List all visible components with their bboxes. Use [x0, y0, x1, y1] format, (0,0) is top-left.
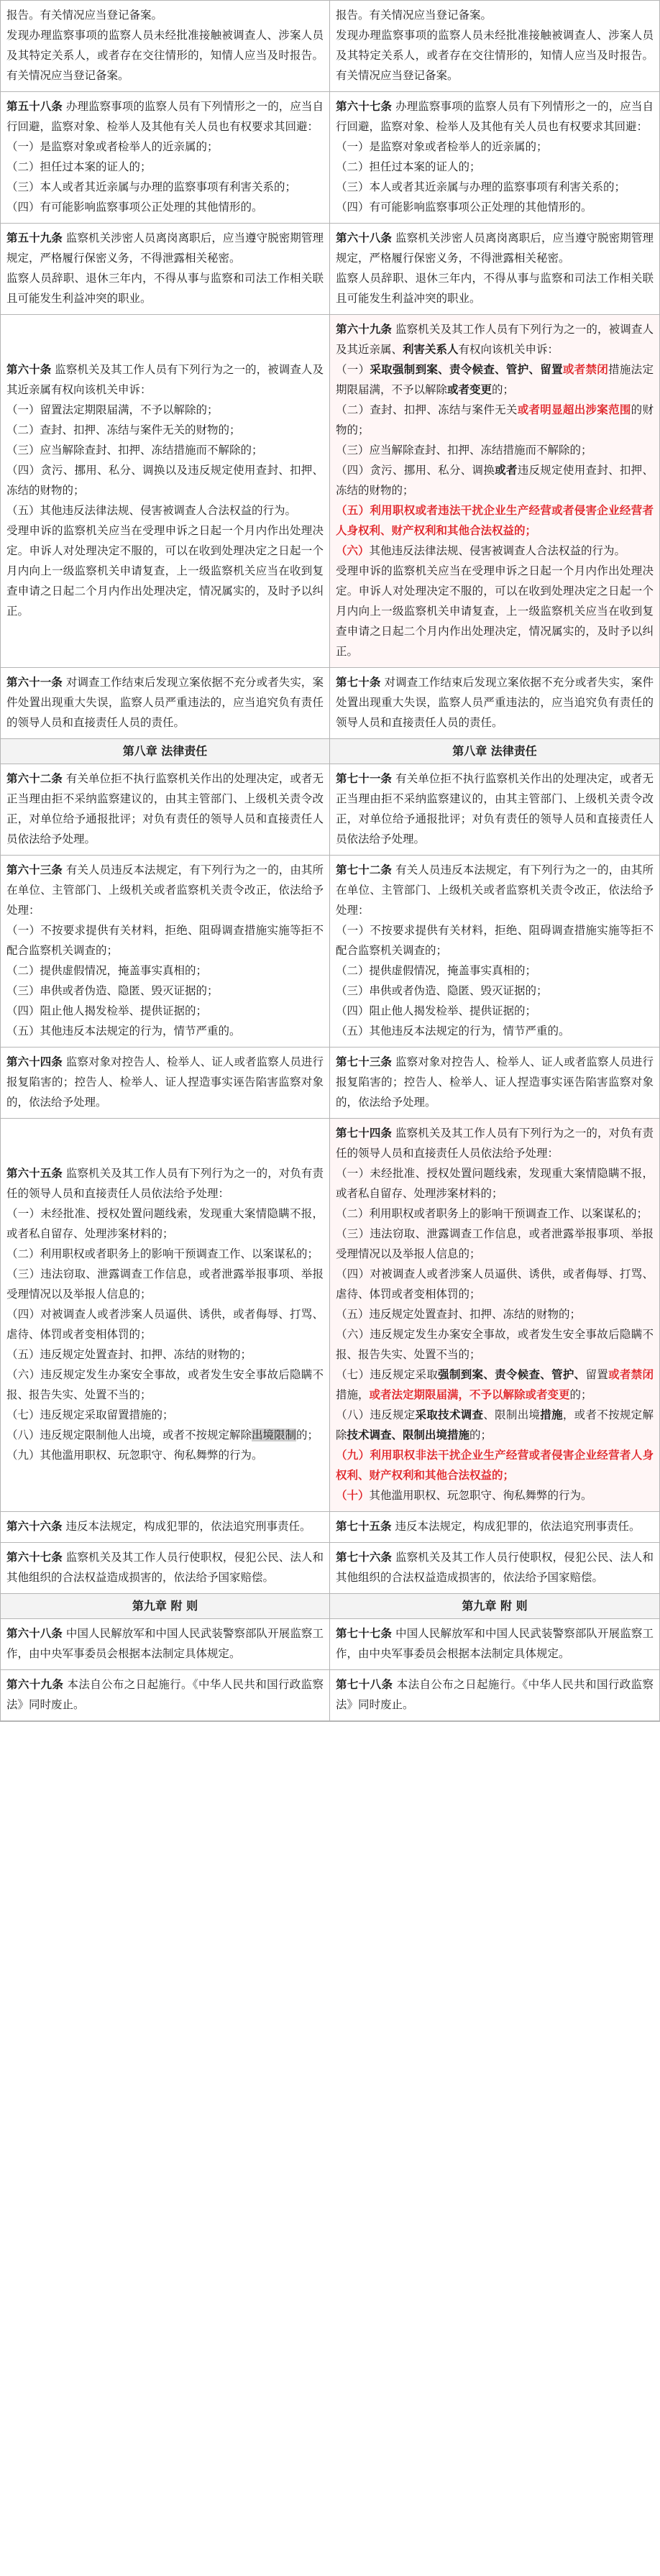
article-paragraph: [336, 672, 654, 733]
article-paragraph: [336, 25, 654, 86]
article-paragraph: [336, 860, 654, 920]
article-paragraph: [6, 961, 324, 981]
article-paragraph: [336, 157, 654, 177]
text-segment: 违反本法规定，构成犯罪的，依法追究刑事责任。: [62, 1520, 311, 1533]
text-segment: ，或者不按规定解除: [336, 1408, 654, 1441]
emphasis-text: 第七十八条: [336, 1678, 393, 1691]
text-segment: （一）未经批准、授权处置问题线索，发现重大案情隐瞒不报，或者私自留存、处理涉案材料的；: [6, 1207, 324, 1240]
text-segment: 报告。有关情况应当登记备案。: [336, 9, 492, 22]
article-paragraph: [336, 460, 654, 500]
article-paragraph: [336, 1224, 654, 1264]
article-paragraph: [336, 137, 654, 157]
new-law-cell: [330, 315, 659, 668]
article-paragraph: [336, 1516, 654, 1536]
old-law-cell: [1, 92, 330, 224]
text-segment: （六）违反规定发生办案安全事故，或者发生安全事故后隐瞒不报、报告失实、处置不当的；: [6, 1368, 324, 1401]
article-paragraph: [336, 561, 654, 661]
article-paragraph: [6, 460, 324, 500]
article-paragraph: [336, 1204, 654, 1224]
article-paragraph: [336, 1485, 654, 1505]
text-segment: （八）违反规定限制他人出境，或者不按规定解除: [6, 1429, 252, 1441]
article-paragraph: [6, 228, 324, 268]
old-law-cell: [1, 1670, 330, 1721]
text-segment: （二）提供虚假情况，掩盖事实真相的；: [6, 964, 208, 977]
old-law-cell: [1, 1048, 330, 1119]
revised-text: 或者禁闭: [562, 363, 609, 376]
new-law-cell: [330, 1, 659, 92]
article-paragraph: [6, 860, 324, 920]
emphasis-text: 第六十五条: [6, 1167, 63, 1180]
text-segment: （二）查封、扣押、冻结与案件无关的财物的；: [6, 423, 241, 436]
article-paragraph: [6, 359, 324, 400]
text-segment: （七）违反规定采取: [336, 1368, 439, 1381]
article-paragraph: [336, 359, 654, 400]
text-segment: （五）其他违反法律法规、侵害被调查人合法权益的行为。: [6, 504, 297, 517]
text-segment: 有权向该机关申诉：: [458, 343, 559, 356]
text-segment: （五）违反规定处置查封、扣押、冻结的财物的；: [336, 1308, 582, 1321]
text-segment: 措施，: [336, 1388, 370, 1401]
old-law-cell: [1, 224, 330, 315]
new-law-cell: [330, 856, 659, 1048]
emphasis-text: 第七十条: [336, 676, 381, 689]
article-paragraph: [6, 500, 324, 521]
article-paragraph: [6, 769, 324, 849]
article-paragraph: [6, 1516, 324, 1536]
text-segment: （八）违反规定: [336, 1408, 416, 1421]
text-segment: 的；: [492, 383, 515, 396]
text-segment: （一）是监察对象或者检举人的近亲属的；: [336, 140, 548, 153]
emphasis-text: 第六十八条: [6, 1627, 63, 1640]
new-law-cell: [330, 764, 659, 856]
text-segment: （三）违法窃取、泄露调查工作信息，或者泄露举报事项、举报受理情况以及举报人信息的；: [336, 1227, 654, 1260]
article-paragraph: [336, 1324, 654, 1365]
chapter-heading-right: 第八章 法律责任: [330, 739, 659, 764]
article-paragraph: [6, 157, 324, 177]
text-segment: 其他滥用职权、玩忽职守、徇私舞弊的行为。: [369, 1489, 592, 1502]
article-paragraph: [336, 981, 654, 1001]
emphasis-text: 强制到案、责令候查、管护、: [438, 1368, 586, 1381]
text-segment: 监察机关及其工作人员有下列行为之一的，被调查人及其近亲属有权向该机关申诉：: [6, 363, 324, 396]
article-paragraph: [336, 400, 654, 440]
text-segment: 监察机关及其工作人员有下列行为之一的，对负有责任的领导人员和直接责任人员依法给予处理：: [6, 1167, 324, 1200]
text-segment: 监察机关涉密人员离岗离职后，应当遵守脱密期管理规定，严格履行保密义务，不得泄露相关秘密。: [6, 232, 324, 265]
article-paragraph: [336, 96, 654, 137]
text-segment: （四）有可能影响监察事项公正处理的其他情形的。: [336, 201, 592, 214]
text-segment: 监察机关及其工作人员有下列行为之一的，对负有责任的领导人员和直接责任人员依法给予处理：: [336, 1127, 654, 1160]
text-segment: 受理申诉的监察机关应当在受理申诉之日起一个月内作出处理决定。申诉人对处理决定不服的，可以在收到处理决定之日起一个月内向上一级监察机关申请复查，上一级监察机关应当在收到复查申请之日起二个月内作出处理决定，情况属实的，及时予以纠正。: [336, 564, 654, 658]
text-segment: 违反规定使用查封、扣押、冻结的财物的；: [336, 464, 654, 497]
article-paragraph: [336, 5, 654, 25]
article-paragraph: [336, 1623, 654, 1664]
text-segment: （四）阻止他人揭发检举、提供证据的；: [336, 1004, 537, 1017]
article-paragraph: [6, 137, 324, 157]
article-paragraph: [6, 1163, 324, 1204]
article-paragraph: [6, 1264, 324, 1304]
article-paragraph: [336, 1304, 654, 1324]
article-paragraph: [6, 1052, 324, 1112]
old-law-cell: [1, 856, 330, 1048]
emphasis-text: 第六十三条: [6, 863, 63, 876]
old-law-cell: [1, 1619, 330, 1670]
article-paragraph: [336, 1547, 654, 1587]
text-segment: （五）违反规定处置查封、扣押、冻结的财物的；: [6, 1348, 252, 1361]
text-segment: 监察对象对控告人、检举人、证人或者监察人员进行报复陷害的；控告人、检举人、证人捏造事实诬告陷害监察对象的，依法给予处理。: [6, 1055, 324, 1109]
article-paragraph: [6, 1244, 324, 1264]
emphasis-text: 第七十三条: [336, 1055, 393, 1068]
text-segment: （四）贪污、挪用、私分、调换: [336, 464, 495, 477]
text-segment: 其他违反法律法规、侵害被调查人合法权益的行为。: [369, 544, 626, 557]
article-paragraph: [336, 268, 654, 308]
new-law-cell: [330, 668, 659, 739]
emphasis-text: 第五十九条: [6, 232, 63, 244]
text-segment: 的；: [469, 1429, 492, 1441]
text-segment: （一）: [336, 363, 370, 376]
text-segment: （三）串供或者伪造、隐匿、毁灭证据的；: [6, 984, 219, 997]
article-paragraph: [336, 197, 654, 217]
text-segment: 有关单位拒不执行监察机关作出的处理决定，或者无正当理由拒不采纳监察建议的，由其主管部门、上级机关责令改正，对单位给予通报批评；对负有责任的领导人员和直接责任人员依法给予处理。: [6, 772, 324, 845]
text-segment: （三）违法窃取、泄露调查工作信息，或者泄露举报事项、举报受理情况以及举报人信息的；: [6, 1268, 324, 1301]
article-paragraph: [336, 500, 654, 541]
text-segment: （七）违反规定采取留置措施的；: [6, 1408, 174, 1421]
article-paragraph: [336, 440, 654, 460]
old-law-cell: [1, 1119, 330, 1512]
text-segment: 出境限制: [252, 1429, 297, 1441]
text-segment: （一）是监察对象或者检举人的近亲属的；: [6, 140, 219, 153]
text-segment: （四）对被调查人或者涉案人员逼供、诱供，或者侮辱、打骂、虐待、体罚或者变相体罚的；: [336, 1268, 654, 1301]
old-law-cell: [1, 1, 330, 92]
new-law-cell: [330, 92, 659, 224]
article-paragraph: [336, 1674, 654, 1715]
text-segment: 监察对象对控告人、检举人、证人或者监察人员进行报复陷害的；控告人、检举人、证人捏造事实诬告陷害监察对象的，依法给予处理。: [336, 1055, 654, 1109]
text-segment: 发现办理监察事项的监察人员未经批准接触被调查人、涉案人员及其特定关系人，或者存在交往情形的，知情人应当及时报告。有关情况应当登记备案。: [6, 29, 324, 82]
text-segment: （二）担任过本案的证人的；: [336, 160, 481, 173]
old-law-cell: [1, 764, 330, 856]
article-paragraph: [6, 177, 324, 197]
text-segment: （六）违反规定发生办案安全事故，或者发生安全事故后隐瞒不报、报告失实、处置不当的；: [336, 1328, 654, 1361]
chapter-heading-right: 第九章 附 则: [330, 1594, 659, 1619]
article-paragraph: [6, 96, 324, 137]
text-segment: （三）应当解除查封、扣押、冻结措施而不解除的；: [336, 444, 592, 457]
text-segment: 的财物的；: [336, 403, 654, 436]
article-paragraph: [6, 1365, 324, 1405]
article-paragraph: [6, 1445, 324, 1465]
revised-text: 或者明显超出涉案范围: [517, 403, 631, 416]
emphasis-text: 采取技术调查: [415, 1408, 484, 1421]
text-segment: （一）不按要求提供有关材料，拒绝、阻碍调查措施实施等拒不配合监察机关调查的；: [6, 924, 324, 957]
text-segment: 发现办理监察事项的监察人员未经批准接触被调查人、涉案人员及其特定关系人，或者存在交往情形的，知情人应当及时报告。有关情况应当登记备案。: [336, 29, 654, 82]
revised-text: （六）: [336, 544, 370, 557]
emphasis-text: 第七十一条: [336, 772, 393, 785]
text-segment: 监察机关涉密人员离岗离职后，应当遵守脱密期管理规定，严格履行保密义务，不得泄露相关秘密。: [336, 232, 654, 265]
text-segment: 违反本法规定，构成犯罪的，依法追究刑事责任。: [391, 1520, 641, 1533]
text-segment: （四）有可能影响监察事项公正处理的其他情形的。: [6, 201, 263, 214]
text-segment: （三）串供或者伪造、隐匿、毁灭证据的；: [336, 984, 548, 997]
article-paragraph: [336, 1001, 654, 1021]
emphasis-text: 第七十五条: [336, 1520, 392, 1533]
article-paragraph: [6, 672, 324, 733]
text-segment: 对调查工作结束后发现立案依据不充分或者失实，案件处置出现重大失误，监察人员严重违法的，应当追究负有责任的领导人员和直接责任人员的责任。: [336, 676, 654, 729]
article-paragraph: [336, 961, 654, 981]
article-paragraph: [6, 1204, 324, 1244]
article-paragraph: [336, 1052, 654, 1112]
emphasis-text: 或者: [495, 464, 518, 477]
text-segment: 的；: [569, 1388, 592, 1401]
text-segment: （三）本人或者其近亲属与办理的监察事项有利害关系的；: [6, 180, 297, 193]
text-segment: 受理申诉的监察机关应当在受理申诉之日起一个月内作出处理决定。申诉人对处理决定不服的，可以在收到处理决定之日起一个月内向上一级监察机关申请复查，上一级监察机关应当在收到复查申请之日起二个月内作出处理决定，情况属实的，及时予以纠正。: [6, 524, 324, 618]
text-segment: 报告。有关情况应当登记备案。: [6, 9, 163, 22]
emphasis-text: 第六十九条: [6, 1678, 64, 1691]
text-segment: （二）查封、扣押、冻结与案件无关: [336, 403, 518, 416]
revised-text: 或者法定期限届满，不予以解除或者变更: [369, 1388, 570, 1401]
text-segment: 办理监察事项的监察人员有下列情形之一的，应当自行回避，监察对象、检举人及其他有关人员也有权要求其回避：: [336, 100, 654, 133]
emphasis-text: 第七十七条: [336, 1627, 393, 1640]
article-paragraph: [6, 420, 324, 440]
article-paragraph: [336, 1365, 654, 1405]
text-segment: （一）不按要求提供有关材料，拒绝、阻碍调查措施实施等拒不配合监察机关调查的；: [336, 924, 654, 957]
text-segment: 对调查工作结束后发现立案依据不充分或者失实，案件处置出现重大失误，监察人员严重违法的，应当追究负有责任的领导人员和直接责任人员的责任。: [6, 676, 324, 729]
revised-text: （五）利用职权或者违法干扰企业生产经营或者侵害企业经营者人身权利、财产权利和其他合法权益的；: [336, 504, 654, 537]
text-segment: （一）未经批准、授权处置问题线索，发现重大案情隐瞒不报，或者私自留存、处理涉案材料的；: [336, 1167, 654, 1200]
text-segment: （三）本人或者其近亲属与办理的监察事项有利害关系的；: [336, 180, 626, 193]
text-segment: 本法自公布之日起施行。《中华人民共和国行政监察法》同时废止。: [6, 1678, 324, 1711]
article-paragraph: [336, 1123, 654, 1163]
text-segment: 监察人员辞职、退休三年内，不得从事与监察和司法工作相关联且可能发生利益冲突的职业。: [336, 272, 654, 305]
text-segment: 有关人员违反本法规定，有下列行为之一的，由其所在单位、主管部门、上级机关或者监察机关责令改正，依法给予处理：: [6, 863, 324, 917]
article-paragraph: [6, 1344, 324, 1365]
text-segment: （三）应当解除查封、扣押、冻结措施而不解除的；: [6, 444, 263, 457]
emphasis-text: 第七十四条: [336, 1127, 393, 1140]
old-law-cell: [1, 668, 330, 739]
text-segment: 监察机关及其工作人员行使职权，侵犯公民、法人和其他组织的合法权益造成损害的，依法给予国家赔偿。: [6, 1551, 324, 1584]
article-paragraph: [6, 1674, 324, 1715]
revised-text: （十）: [336, 1489, 370, 1502]
new-law-cell: [330, 1048, 659, 1119]
new-law-cell: [330, 224, 659, 315]
revised-text: 或者禁闭: [608, 1368, 654, 1381]
article-paragraph: [6, 1547, 324, 1587]
article-paragraph: [336, 228, 654, 268]
old-law-cell: [1, 1512, 330, 1543]
article-paragraph: [6, 1425, 324, 1445]
article-paragraph: [336, 1264, 654, 1304]
text-segment: （一）留置法定期限届满，不予以解除的；: [6, 403, 219, 416]
new-law-cell: [330, 1619, 659, 1670]
text-segment: 的；: [296, 1429, 319, 1441]
emphasis-text: 第六十一条: [6, 676, 63, 689]
text-segment: （二）利用职权或者职务上的影响干预调查工作、以案谋私的；: [6, 1247, 319, 1260]
emphasis-text: 利害关系人: [403, 343, 459, 356]
text-segment: 监察机关及其工作人员行使职权，侵犯公民、法人和其他组织的合法权益造成损害的，依法给予国家赔偿。: [336, 1551, 654, 1584]
article-paragraph: [6, 920, 324, 961]
new-law-cell: [330, 1119, 659, 1512]
text-segment: 有关人员违反本法规定，有下列行为之一的，由其所在单位、主管部门、上级机关或者监察机关责令改正，依法给予处理：: [336, 863, 654, 917]
article-paragraph: [336, 1021, 654, 1041]
text-segment: （五）其他违反本法规定的行为，情节严重的。: [6, 1025, 241, 1037]
text-segment: （二）提供虚假情况，掩盖事实真相的；: [336, 964, 537, 977]
text-segment: （四）对被调查人或者涉案人员逼供、诱供，或者侮辱、打骂、虐待、体罚或者变相体罚的；: [6, 1308, 324, 1341]
article-paragraph: [336, 177, 654, 197]
article-paragraph: [336, 769, 654, 849]
article-paragraph: [6, 1405, 324, 1425]
article-paragraph: [6, 400, 324, 420]
article-paragraph: [336, 319, 654, 359]
text-segment: 本法自公布之日起施行。《中华人民共和国行政监察法》同时废止。: [336, 1678, 654, 1711]
article-paragraph: [6, 981, 324, 1001]
text-segment: 办理监察事项的监察人员有下列情形之一的，应当自行回避，监察对象、检举人及其他有关人员也有权要求其回避：: [6, 100, 324, 133]
article-paragraph: [336, 1405, 654, 1445]
emphasis-text: 采取强制到案、责令候查、管护、留置: [370, 363, 563, 376]
emphasis-text: 第六十七条: [336, 100, 393, 113]
article-paragraph: [6, 197, 324, 217]
article-paragraph: [336, 1445, 654, 1485]
emphasis-text: 或者变更: [447, 383, 492, 396]
emphasis-text: 第六十条: [6, 363, 52, 376]
emphasis-text: 技术调查、限制出境措施: [347, 1429, 470, 1441]
emphasis-text: 第六十四条: [6, 1055, 63, 1068]
text-segment: 留置: [585, 1368, 609, 1381]
article-paragraph: [6, 1623, 324, 1664]
emphasis-text: 措施: [540, 1408, 563, 1421]
article-paragraph: [6, 521, 324, 621]
text-segment: 措施法定期限届满，不予以解除: [336, 363, 654, 396]
text-segment: 监察机关及其工作人员有下列行为之一的，被调查人及其近亲属、: [336, 323, 654, 356]
emphasis-text: 第七十六条: [336, 1551, 393, 1564]
text-segment: 中国人民解放军和中国人民武装警察部队开展监察工作，由中央军事委员会根据本法制定具体规定。: [6, 1627, 324, 1660]
text-segment: 有关单位拒不执行监察机关作出的处理决定，或者无正当理由拒不采纳监察建议的，由其主管部门、上级机关责令改正，对单位给予通报批评；对负有责任的领导人员和直接责任人员依法给予处理。: [336, 772, 654, 845]
text-segment: （二）担任过本案的证人的；: [6, 160, 152, 173]
article-paragraph: [6, 5, 324, 25]
new-law-cell: [330, 1512, 659, 1543]
text-segment: （四）阻止他人揭发检举、提供证据的；: [6, 1004, 208, 1017]
revised-text: （九）利用职权非法干扰企业生产经营或者侵害企业经营者人身权利、财产权利和其他合法权益的；: [336, 1449, 654, 1482]
article-paragraph: [6, 25, 324, 86]
article-paragraph: [336, 920, 654, 961]
emphasis-text: 第六十七条: [6, 1551, 63, 1564]
article-paragraph: [336, 1163, 654, 1204]
text-segment: （二）利用职权或者职务上的影响干预调查工作、以案谋私的；: [336, 1207, 648, 1220]
article-paragraph: [6, 440, 324, 460]
emphasis-text: 第六十二条: [6, 772, 63, 785]
article-paragraph: [6, 268, 324, 308]
emphasis-text: 第五十八条: [6, 100, 63, 113]
new-law-cell: [330, 1543, 659, 1594]
chapter-heading-left: 第八章 法律责任: [1, 739, 330, 764]
chapter-heading-left: 第九章 附 则: [1, 1594, 330, 1619]
article-paragraph: [6, 1021, 324, 1041]
text-segment: （五）其他违反本法规定的行为，情节严重的。: [336, 1025, 570, 1037]
article-paragraph: [336, 541, 654, 561]
emphasis-text: 第六十九条: [336, 323, 393, 336]
article-paragraph: [6, 1304, 324, 1344]
article-paragraph: [6, 1001, 324, 1021]
emphasis-text: 第六十八条: [336, 232, 393, 244]
text-segment: （九）其他滥用职权、玩忽职守、徇私舞弊的行为。: [6, 1449, 263, 1462]
old-law-cell: [1, 1543, 330, 1594]
old-law-cell: [1, 315, 330, 668]
new-law-cell: [330, 1670, 659, 1721]
text-segment: 、限制出境: [483, 1408, 541, 1421]
text-segment: （四）贪污、挪用、私分、调换以及违反规定使用查封、扣押、冻结的财物的；: [6, 464, 324, 497]
text-segment: 监察人员辞职、退休三年内，不得从事与监察和司法工作相关联且可能发生利益冲突的职业。: [6, 272, 324, 305]
emphasis-text: 第六十六条: [6, 1520, 63, 1533]
text-segment: 中国人民解放军和中国人民武装警察部队开展监察工作，由中央军事委员会根据本法制定具体规定。: [336, 1627, 654, 1660]
emphasis-text: 第七十二条: [336, 863, 393, 876]
